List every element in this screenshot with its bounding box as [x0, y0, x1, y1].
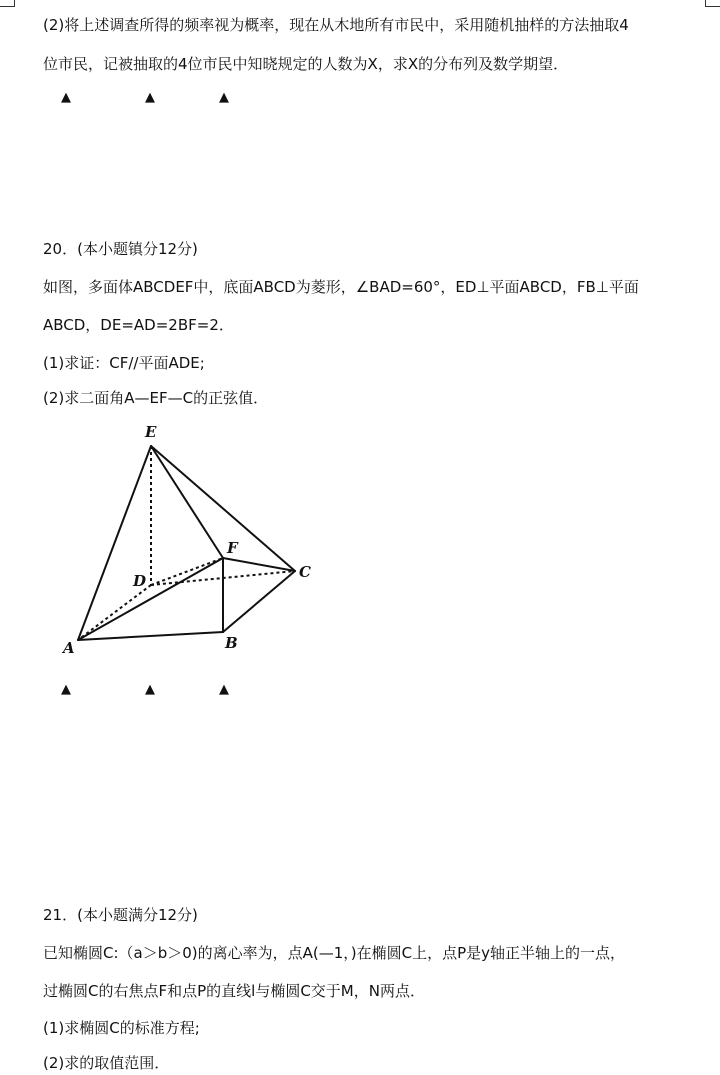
- q21-stem-line1: 已知椭圆C:（a＞b＞0)的离心率为，点A(—1，)在椭圆C上，点P是y轴正半轴上的一点，: [43, 944, 626, 962]
- answer-mark: ▲: [61, 682, 71, 697]
- answer-mark: ▲: [145, 90, 155, 105]
- answer-mark: ▲: [145, 682, 155, 697]
- q21-header: 21．(本小题满分12分): [43, 906, 198, 924]
- edge-EC: [151, 446, 295, 571]
- page-corner-mark-right: [705, 0, 720, 7]
- vertex-label-E: E: [145, 423, 157, 441]
- q20-stem-line2: ABCD，DE=AD=2BF=2．: [43, 316, 234, 334]
- q20-stem-line1: 如图，多面体ABCDEF中，底面ABCD为菱形，∠BAD=60°，ED⊥平面ABCD，FB⊥平面: [43, 278, 639, 296]
- polyhedron-figure: [55, 420, 345, 665]
- edge-AB: [78, 632, 223, 640]
- vertex-label-F: F: [227, 539, 238, 557]
- q19-part2-line1: (2)将上述调查所得的频率视为概率，现在从木地所有市民中，采用随机抽样的方法抽取4: [43, 16, 629, 34]
- answer-mark: ▲: [61, 90, 71, 105]
- q21-part2: (2)求的取值范围．: [43, 1054, 170, 1072]
- answer-mark: ▲: [219, 682, 229, 697]
- q19-part2-line2: 位市民，记被抽取的4位市民中知晓规定的人数为X，求X的分布列及数学期望．: [43, 55, 569, 73]
- edge-EF: [151, 446, 223, 558]
- edge-BC: [223, 571, 295, 632]
- q21-part1: (1)求椭圆C的标准方程;: [43, 1019, 200, 1037]
- q20-part2: (2)求二面角A—EF—C的正弦值．: [43, 389, 269, 407]
- edge-AF: [78, 558, 223, 640]
- q20-part1: (1)求证：CF//平面ADE;: [43, 354, 205, 372]
- q21-stem-line2: 过椭圆C的右焦点F和点P的直线l与椭圆C交于M，N两点．: [43, 982, 425, 1000]
- vertex-label-B: B: [225, 634, 238, 652]
- vertex-label-D: D: [133, 572, 147, 590]
- vertex-label-A: A: [63, 639, 75, 657]
- page-corner-mark-left: [0, 0, 15, 7]
- answer-mark: ▲: [219, 90, 229, 105]
- edge-EA: [78, 446, 151, 640]
- q20-header: 20．(本小题镇分12分): [43, 240, 198, 258]
- vertex-label-C: C: [299, 563, 311, 581]
- edge-FC: [223, 558, 295, 571]
